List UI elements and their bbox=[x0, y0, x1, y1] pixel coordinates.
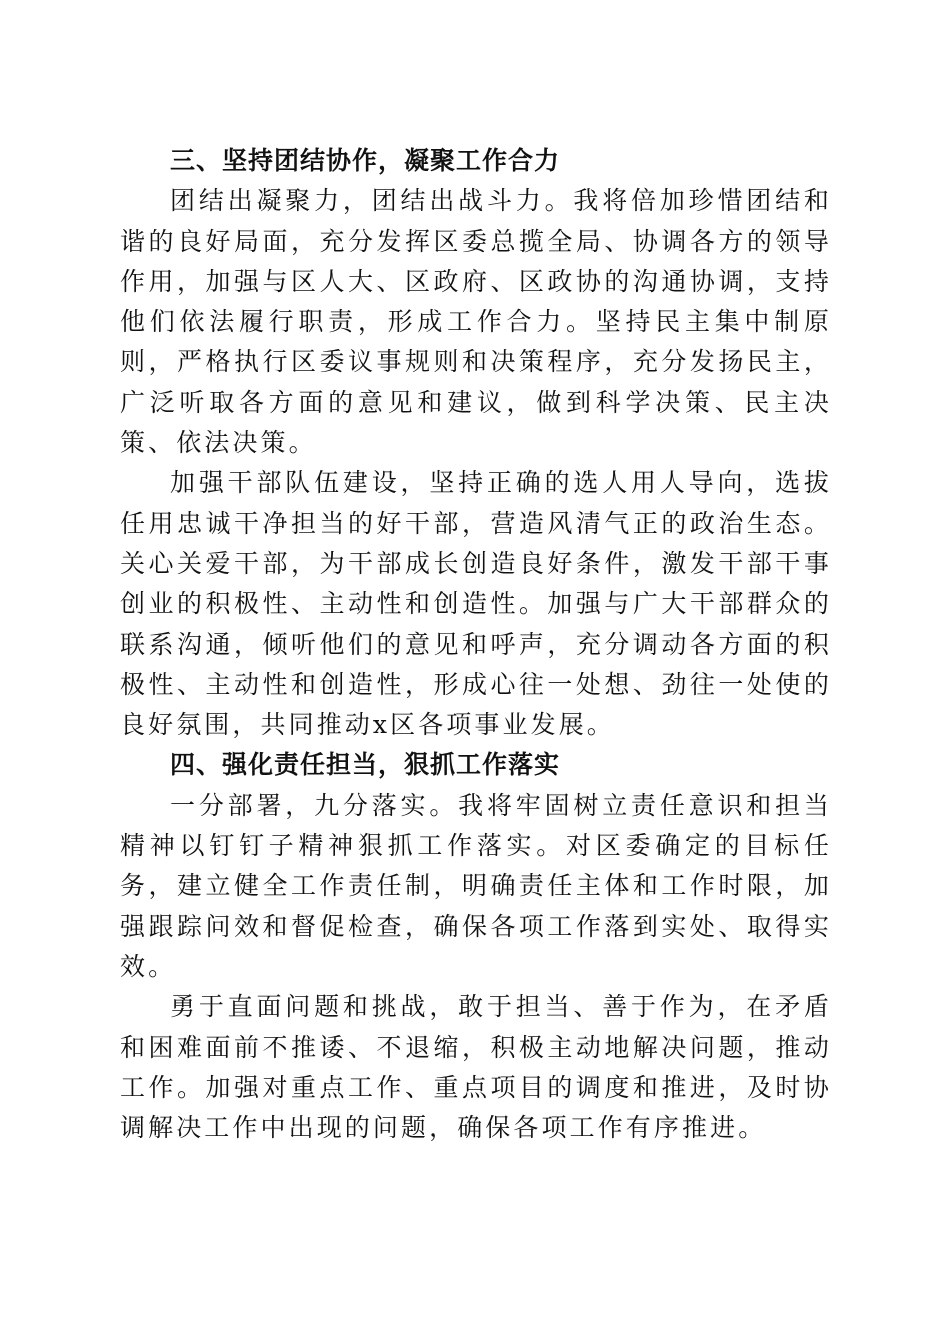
paragraph: 一分部署，九分落实。我将牢固树立责任意识和担当精神以钉钉子精神狠抓工作落实。对区委确定的目标任务，建立健全工作责任制，明确责任主体和工作时限，加强跟踪问效和督促检查，确保各项工作落到实处、取得实效。 bbox=[120, 790, 832, 981]
paragraph: 团结出凝聚力，团结出战斗力。我将倍加珍惜团结和谐的良好局面，充分发挥区委总揽全局、协调各方的领导作用，加强与区人大、区政府、区政协的沟通协调，支持他们依法履行职责，形成工作合力。坚持民主集中制原则，严格执行区委议事规则和决策程序，充分发扬民主，广泛听取各方面的意见和建议，做到科学决策、民主决策、依法决策。 bbox=[120, 186, 832, 458]
paragraph: 加强干部队伍建设，坚持正确的选人用人导向，选拔任用忠诚干净担当的好干部，营造风清气正的政治生态。关心关爱干部，为干部成长创造良好条件，激发干部干事创业的积极性、主动性和创造性。加强与广大干部群众的联系沟通，倾听他们的意见和呼声，充分调动各方面的积极性、主动性和创造性，形成心往一处想、劲往一处使的良好氛围，共同推动x区各项事业发展。 bbox=[120, 468, 832, 740]
document-body bbox=[120, 141, 832, 1148]
paragraph: 勇于直面问题和挑战，敢于担当、善于作为，在矛盾和困难面前不推诿、不退缩，积极主动地解决问题，推动工作。加强对重点工作、重点项目的调度和推进，及时协调解决工作中出现的问题，确保各项工作有序推进。 bbox=[120, 992, 832, 1143]
section-heading: 四、强化责任担当，狠抓工作落实 bbox=[170, 750, 561, 780]
section-heading: 三、坚持团结协作，凝聚工作合力 bbox=[170, 146, 561, 175]
